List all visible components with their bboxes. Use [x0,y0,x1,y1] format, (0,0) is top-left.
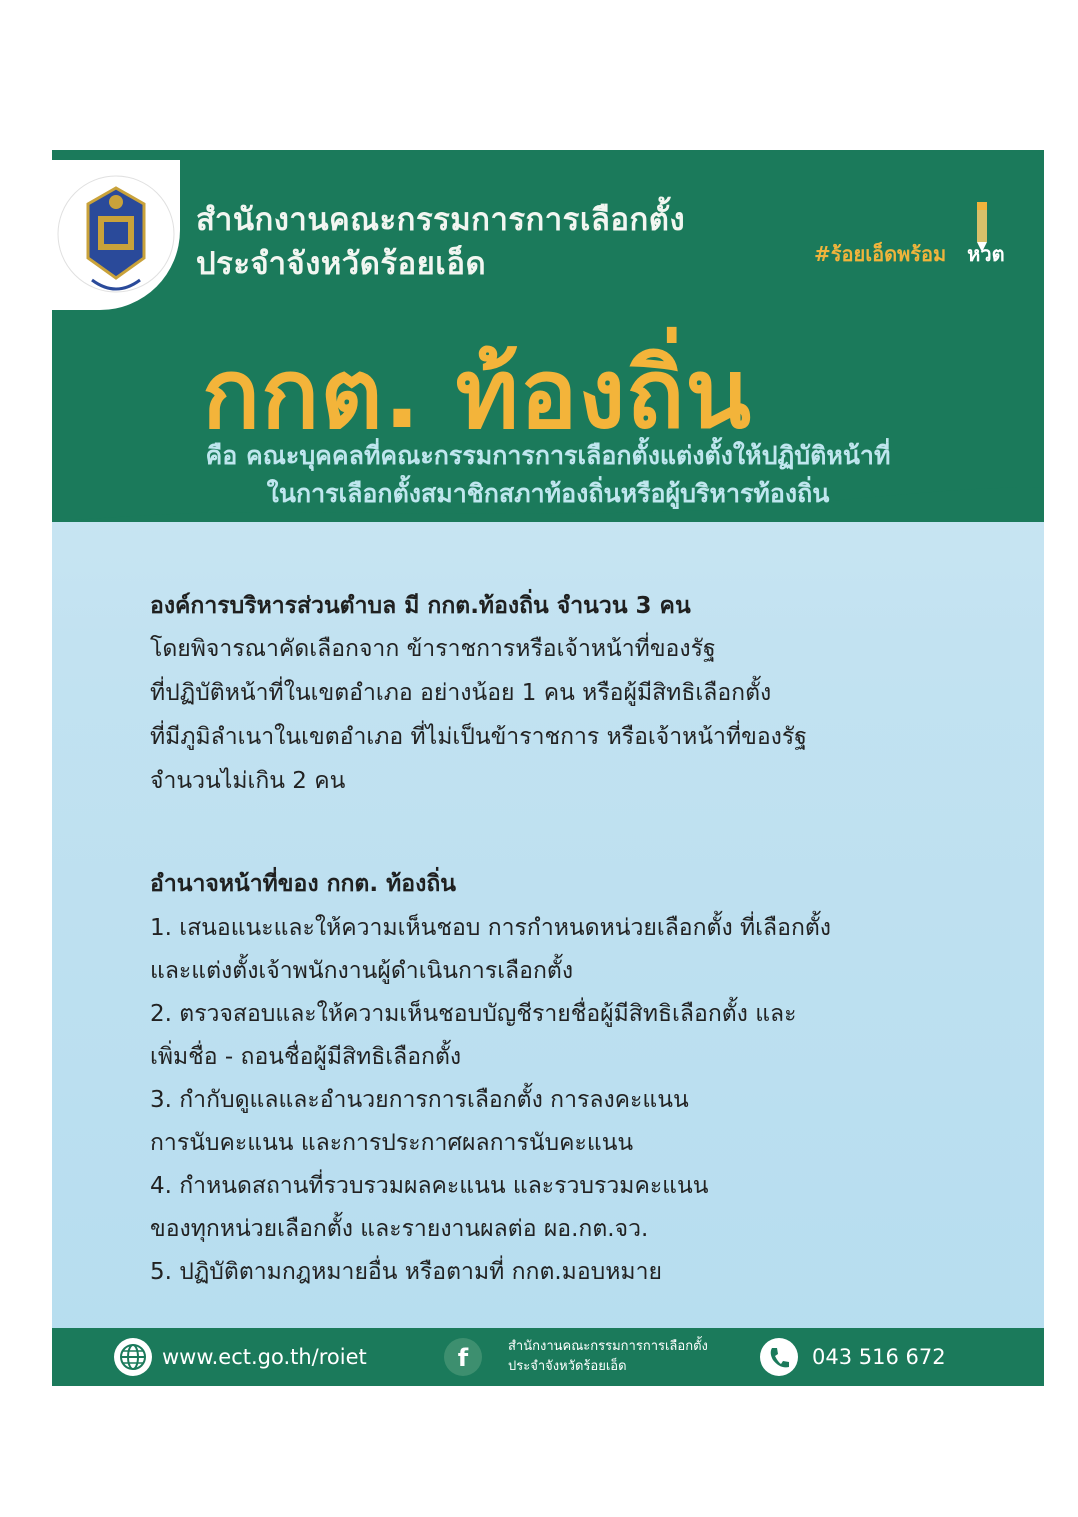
logo-emblem [52,160,180,310]
duty-line: เพิ่มชื่อ - ถอนชื่อผู้มีสิทธิเลือกตั้ง [150,1044,462,1070]
hashtag-end: หวต [967,242,1005,266]
facebook-page-line1[interactable]: สำนักงานคณะกรรมการการเลือกตั้ง [508,1339,708,1354]
definition-line1: คือ คณะบุคคลที่คณะกรรมการการเลือกตั้งแต่งตั้งให้ปฏิบัติหน้าที่ [205,441,891,470]
section2-heading: อำนาจหน้าที่ของ กกต. ท้องถิ่น [150,871,456,897]
phone-number[interactable]: 043 516 672 [812,1345,946,1369]
hashtag [814,238,1005,270]
section1-heading: องค์การบริหารส่วนตำบล มี กกต.ท้องถิ่น จำนวน 3 คน [150,593,691,619]
section1-line: ที่มีภูมิลำเนาในเขตอำเภอ ที่ไม่เป็นข้าราชการ หรือเจ้าหน้าที่ของรัฐ [150,724,807,750]
hashtag-main: #ร้อยเอ็ดพร้อม [814,242,947,266]
org-name-line2: ประจำจังหวัดร้อยเอ็ด [196,246,487,282]
poster [52,150,1044,1386]
globe-icon [114,1338,152,1376]
logo-container [52,160,180,310]
definition-line2: ในการเลือกตั้งสมาชิกสภาท้องถิ่นหรือผู้บริหารท้องถิ่น [266,479,830,508]
phone-icon [760,1338,798,1376]
duty-line: 4. กำหนดสถานที่รวบรวมผลคะแนน และรวบรวมคะแนน [150,1173,709,1199]
duty-line: 3. กำกับดูแลและอำนวยการการเลือกตั้ง การลงคะแนน [150,1087,689,1113]
duty-line: และแต่งตั้งเจ้าพนักงานผู้ดำเนินการเลือกตั้ง [150,958,574,984]
duty-line: 5. ปฏิบัติตามกฎหมายอื่น หรือตามที่ กกต.มอบหมาย [150,1259,662,1285]
footer-bar [52,1328,1044,1386]
duty-line: ของทุกหน่วยเลือกตั้ง และรายงานผลต่อ ผอ.กต.จว. [150,1216,649,1242]
duty-line: 2. ตรวจสอบและให้ความเห็นชอบบัญชีรายชื่อผู้มีสิทธิเลือกตั้ง และ [150,1001,797,1027]
section1-line: จำนวนไม่เกิน 2 คน [150,768,346,794]
duty-line: การนับคะแนน และการประกาศผลการนับคะแนน [150,1130,634,1156]
facebook-icon[interactable] [444,1338,482,1376]
section1-line: ที่ปฏิบัติหน้าที่ในเขตอำเภอ อย่างน้อย 1 คน หรือผู้มีสิทธิเลือกตั้ง [150,680,772,706]
duty-line: 1. เสนอแนะและให้ความเห็นชอบ การกำหนดหน่วยเลือกตั้ง ที่เลือกตั้ง [150,915,832,941]
section1-line: โดยพิจารณาคัดเลือกจาก ข้าราชการหรือเจ้าหน้าที่ของรัฐ [150,636,716,662]
svg-text:f: f [457,1344,469,1372]
org-name-line1: สำนักงานคณะกรรมการการเลือกตั้ง [196,202,686,238]
page-title: กกต. ท้องถิ่น [202,338,753,450]
website-link[interactable]: www.ect.go.th/roiet [162,1345,367,1369]
facebook-page-line2[interactable]: ประจำจังหวัดร้อยเอ็ด [508,1359,627,1374]
